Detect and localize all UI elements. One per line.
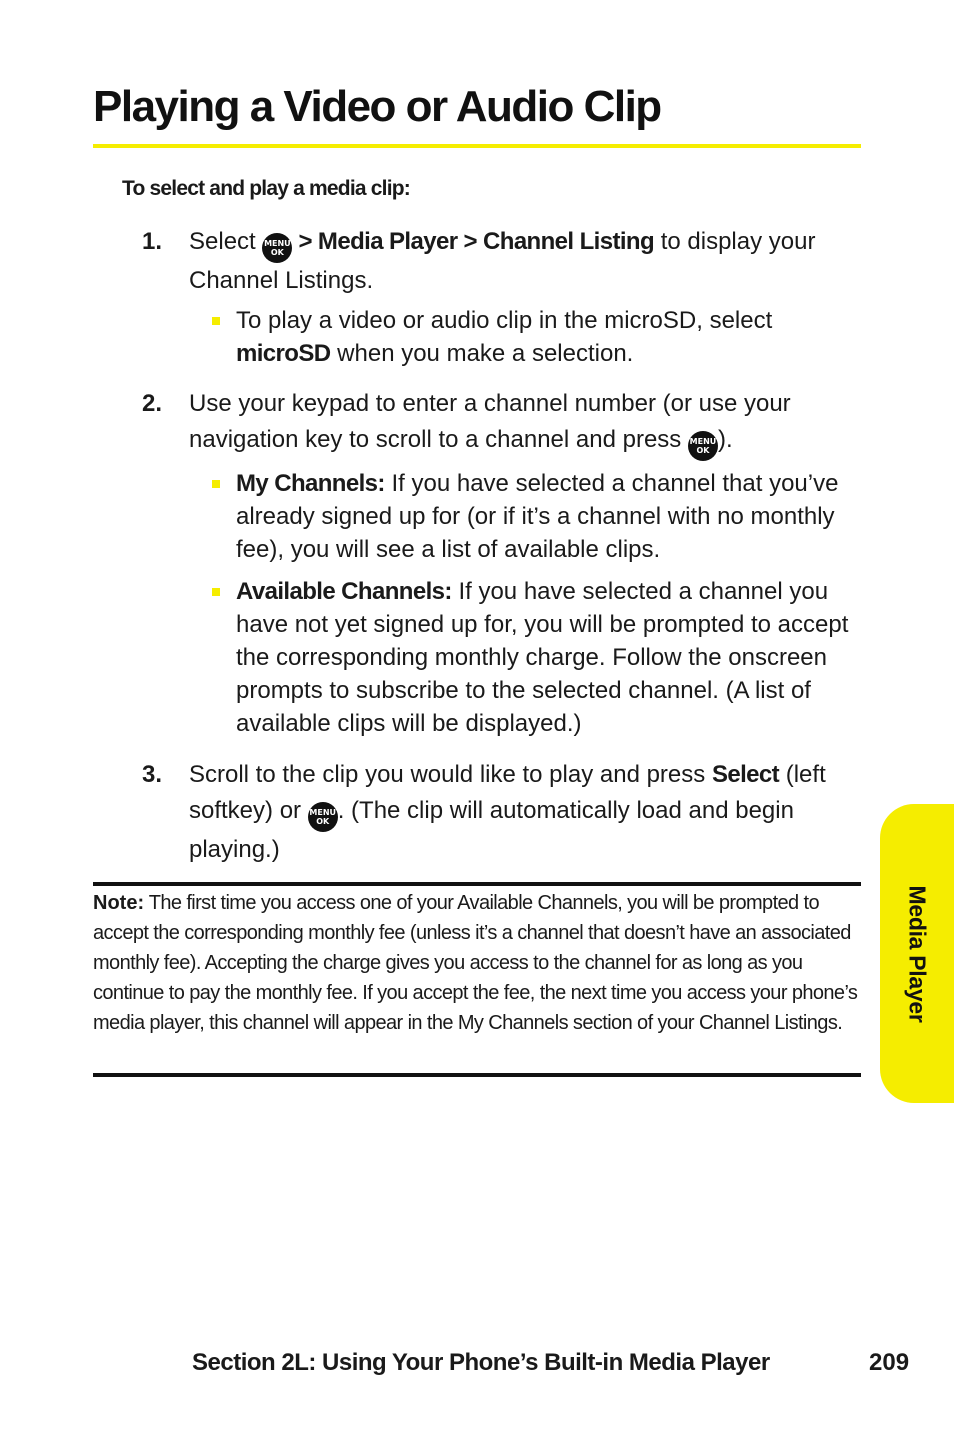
note-box [93, 888, 863, 1038]
menu-ok-key-icon: MENU OK [308, 802, 338, 832]
note-bottom-rule [93, 1073, 861, 1077]
page-number: 209 [869, 1349, 910, 1376]
step-2 [142, 386, 857, 461]
title-underline [93, 144, 861, 148]
menu-ok-key-icon: MENU OK [262, 233, 292, 263]
section-side-tab [880, 804, 954, 1103]
page-title: Playing a Video or Audio Clip [93, 82, 661, 131]
step-1 [142, 224, 857, 299]
footer-section-title: Section 2L: Using Your Phone’s Built-in Media Player [192, 1349, 770, 1376]
step-2-bullet-my-channels: My Channels: If you have selected a channel that you’ve already signed up for (or if it’s a channel with no monthly fee), you will see a list of available clips. [212, 467, 857, 566]
note-top-rule [93, 882, 861, 886]
side-tab-label: Media Player [904, 884, 931, 1023]
note-text: The first time you access one of your Available Channels, you will be prompted to accept the corresponding monthly fee (unless it’s a channel that doesn’t have an associated monthly fee). Accepting the charge gives you access to the channel for as long as you continue to pay the monthly fee. If you accept the fee, the next time you access your phone’s media player, this channel will appear in the My Channels section of your Channel Listings. [93, 892, 858, 1034]
step-number: 1. [142, 228, 163, 255]
bullet-square-icon [212, 317, 220, 325]
note-label: Note: [93, 892, 145, 914]
menu-ok-key-icon: MENU OK [688, 431, 718, 461]
step-text: Select MENU OK > Media Player > Channel Listing to display your Channel Listings. [189, 228, 816, 294]
step-text: Use your keypad to enter a channel number (or use your navigation key to scroll to a channel and press MENU OK ). [189, 386, 857, 461]
step-text: Scroll to the clip you would like to play and press Select (left softkey) or MENU OK . (The clip will automatically load and begin playing.) [189, 761, 826, 863]
step-2-bullet-available-channels: Available Channels: If you have selected a channel you have not yet signed up for, you will be prompted to accept the corresponding monthly charge. Follow the onscreen prompts to subscribe to the selected channel. (A list of available clips will be displayed.) [212, 575, 857, 740]
section-subheading: To select and play a media clip: [122, 177, 410, 200]
bullet-square-icon [212, 588, 220, 596]
step-1-bullet: To play a video or audio clip in the microSD, select microSD when you make a selection. [212, 304, 857, 370]
step-number: 3. [142, 761, 163, 788]
step-number: 2. [142, 390, 163, 417]
step-3 [142, 757, 857, 868]
bullet-square-icon [212, 480, 220, 488]
menu-path: > Media Player > Channel Listing [292, 228, 655, 255]
